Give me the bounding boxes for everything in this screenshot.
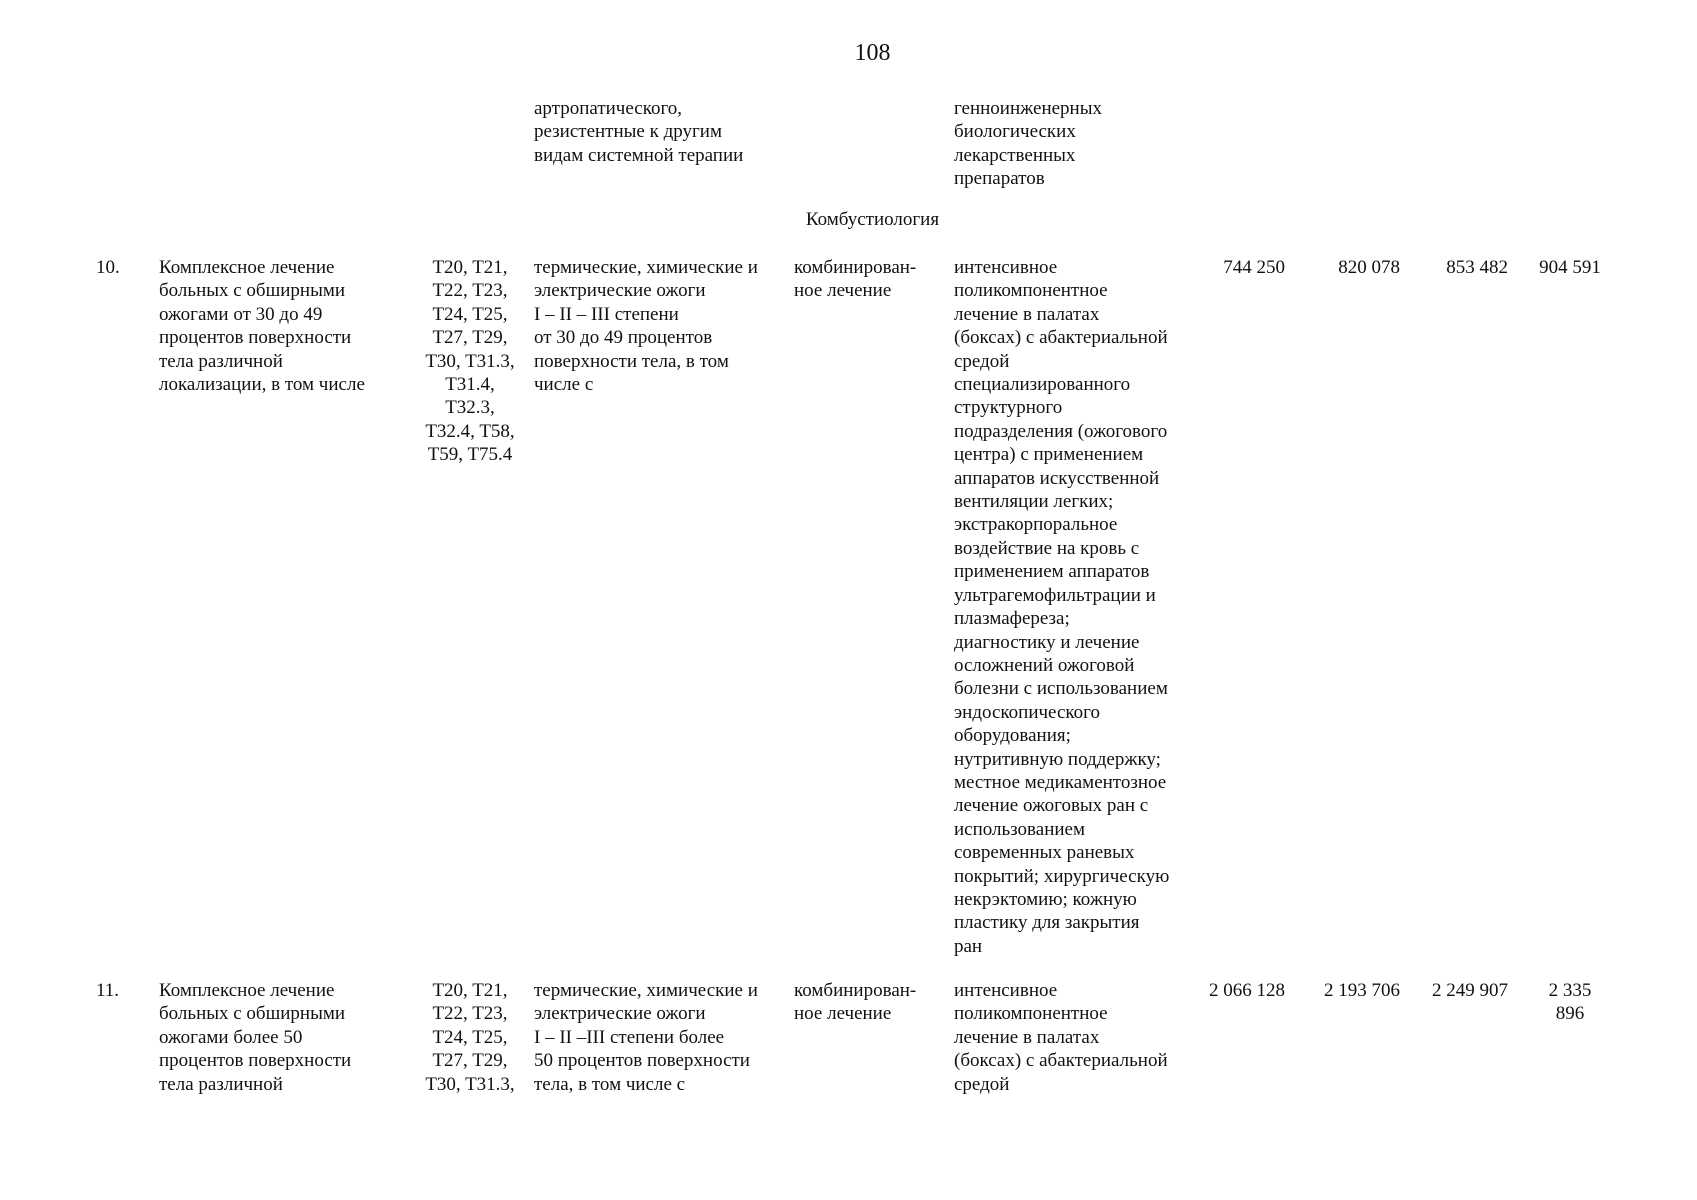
text-line: средой bbox=[954, 1073, 1010, 1095]
text-line: больных с обширными bbox=[159, 280, 346, 302]
cost-year-1 bbox=[1190, 256, 1285, 279]
text-line: T22, T23, bbox=[432, 280, 508, 302]
text-line: комбинирован- bbox=[794, 257, 917, 278]
text-line: видам системной терапии bbox=[534, 144, 744, 166]
text-line: T24, T25, bbox=[432, 1026, 508, 1048]
text-line: центра) с применением bbox=[954, 444, 1144, 466]
text-line: электрические ожоги bbox=[534, 280, 706, 302]
text-line: генноинженерных bbox=[954, 98, 1102, 119]
text-line: 820 078 bbox=[1338, 257, 1400, 278]
text-line: пластику для закрытия bbox=[954, 912, 1140, 934]
text-line: Комплексное лечение bbox=[159, 257, 335, 278]
text-line: лекарственных bbox=[954, 144, 1076, 166]
text-line: 2 335 bbox=[1548, 980, 1592, 1001]
page-number: 108 bbox=[854, 40, 891, 66]
icd-codes bbox=[416, 256, 524, 467]
text-line: воздействие на кровь с bbox=[954, 537, 1140, 559]
text-line: лечение в палатах bbox=[954, 303, 1100, 325]
text-line: биологических bbox=[954, 121, 1076, 143]
procedure-name bbox=[159, 256, 365, 396]
text-line: плазмафереза; bbox=[954, 608, 1070, 630]
text-line: интенсивное bbox=[954, 980, 1058, 1001]
cost-year-1 bbox=[1190, 979, 1285, 1002]
text-line: от 30 до 49 процентов bbox=[534, 327, 713, 349]
text-line: T24, T25, bbox=[432, 303, 508, 325]
text-line: тела различной bbox=[159, 350, 283, 372]
text-line: процентов поверхности bbox=[159, 1050, 352, 1072]
text-line: ожогами от 30 до 49 bbox=[159, 303, 323, 325]
text-line: электрические ожоги bbox=[534, 1003, 706, 1025]
patient-condition bbox=[534, 979, 758, 1096]
text-line: аппаратов искусственной bbox=[954, 467, 1160, 489]
text-line: лечение ожоговых ран с bbox=[954, 795, 1149, 817]
continuation-method bbox=[954, 97, 1102, 191]
text-line: 853 482 bbox=[1446, 257, 1508, 278]
treatment-method bbox=[954, 256, 1169, 958]
text-line: оборудования; bbox=[954, 725, 1071, 747]
text-line: эндоскопического bbox=[954, 701, 1100, 723]
text-line: T31.4, bbox=[445, 374, 495, 396]
text-line: T32.3, bbox=[445, 397, 495, 419]
text-line: 904 591 bbox=[1539, 257, 1601, 278]
cost-year-4 bbox=[1525, 256, 1615, 279]
row-number: 10. bbox=[96, 257, 120, 278]
text-line: поликомпонентное bbox=[954, 1003, 1108, 1025]
section-heading: Комбустиология bbox=[805, 209, 940, 230]
text-line: осложнений ожоговой bbox=[954, 654, 1135, 676]
treatment-type bbox=[794, 979, 916, 1026]
cost-year-3 bbox=[1413, 979, 1508, 1002]
text-line: артропатического, bbox=[534, 98, 683, 119]
text-line: T22, T23, bbox=[432, 1003, 508, 1025]
cost-year-4 bbox=[1525, 979, 1615, 1026]
continuation-condition bbox=[534, 97, 743, 167]
text-line: покрытий; хирургическую bbox=[954, 865, 1170, 887]
text-line: комбинирован- bbox=[794, 980, 917, 1001]
text-line: T30, T31.3, bbox=[425, 350, 515, 372]
text-line: препаратов bbox=[954, 168, 1045, 190]
text-line: некрэктомию; кожную bbox=[954, 888, 1137, 910]
text-line: локализации, в том числе bbox=[159, 374, 365, 396]
text-line: местное медикаментозное bbox=[954, 771, 1167, 793]
text-line: 2 193 706 bbox=[1324, 980, 1400, 1001]
text-line: интенсивное bbox=[954, 257, 1058, 278]
text-line: термические, химические и bbox=[534, 980, 758, 1001]
text-line: числе с bbox=[534, 374, 594, 396]
text-line: ожогами более 50 bbox=[159, 1026, 303, 1048]
text-line: T20, T21, bbox=[432, 257, 508, 278]
text-line: T20, T21, bbox=[432, 980, 508, 1001]
text-line: (боксах) с абактериальной bbox=[954, 1050, 1168, 1072]
text-line: использованием bbox=[954, 818, 1086, 840]
text-line: T30, T31.3, bbox=[425, 1073, 515, 1095]
procedure-name bbox=[159, 979, 351, 1096]
text-line: 744 250 bbox=[1223, 257, 1285, 278]
text-line: T32.4, T58, bbox=[425, 420, 515, 442]
row-number: 11. bbox=[96, 980, 120, 1001]
text-line: T27, T29, bbox=[432, 1050, 508, 1072]
text-line: 896 bbox=[1555, 1003, 1585, 1025]
text-line: ное лечение bbox=[794, 280, 892, 302]
cost-year-2 bbox=[1305, 979, 1400, 1002]
text-line: (боксах) с абактериальной bbox=[954, 327, 1168, 349]
text-line: применением аппаратов bbox=[954, 561, 1150, 583]
cost-year-2 bbox=[1305, 256, 1400, 279]
text-line: лечение в палатах bbox=[954, 1026, 1100, 1048]
cost-year-3 bbox=[1413, 256, 1508, 279]
text-line: экстракорпоральное bbox=[954, 514, 1118, 536]
text-line: болезни с использованием bbox=[954, 678, 1168, 700]
text-line: T59, T75.4 bbox=[427, 444, 513, 466]
text-line: резистентные к другим bbox=[534, 121, 722, 143]
text-line: I – II –III степени более bbox=[534, 1026, 725, 1048]
text-line: диагностику и лечение bbox=[954, 631, 1140, 653]
text-line: больных с обширными bbox=[159, 1003, 346, 1025]
text-line: T27, T29, bbox=[432, 327, 508, 349]
text-line: 2 249 907 bbox=[1432, 980, 1508, 1001]
text-line: поверхности тела, в том bbox=[534, 350, 729, 372]
text-line: поликомпонентное bbox=[954, 280, 1108, 302]
text-line: I – II – III степени bbox=[534, 303, 679, 325]
text-line: ное лечение bbox=[794, 1003, 892, 1025]
text-line: тела различной bbox=[159, 1073, 283, 1095]
text-line: ультрагемофильтрации и bbox=[954, 584, 1156, 606]
treatment-type bbox=[794, 256, 916, 303]
treatment-method bbox=[954, 979, 1168, 1096]
text-line: средой bbox=[954, 350, 1010, 372]
patient-condition bbox=[534, 256, 758, 396]
text-line: 50 процентов поверхности bbox=[534, 1050, 750, 1072]
text-line: современных раневых bbox=[954, 842, 1135, 864]
text-line: тела, в том числе с bbox=[534, 1073, 686, 1095]
text-line: ран bbox=[954, 935, 983, 957]
text-line: термические, химические и bbox=[534, 257, 758, 278]
text-line: подразделения (ожогового bbox=[954, 420, 1168, 442]
text-line: структурного bbox=[954, 397, 1063, 419]
text-line: нутритивную поддержку; bbox=[954, 748, 1161, 770]
text-line: специализированного bbox=[954, 374, 1131, 396]
text-line: процентов поверхности bbox=[159, 327, 352, 349]
text-line: Комплексное лечение bbox=[159, 980, 335, 1001]
icd-codes bbox=[416, 979, 524, 1096]
text-line: 2 066 128 bbox=[1209, 980, 1285, 1001]
text-line: вентиляции легких; bbox=[954, 491, 1114, 513]
